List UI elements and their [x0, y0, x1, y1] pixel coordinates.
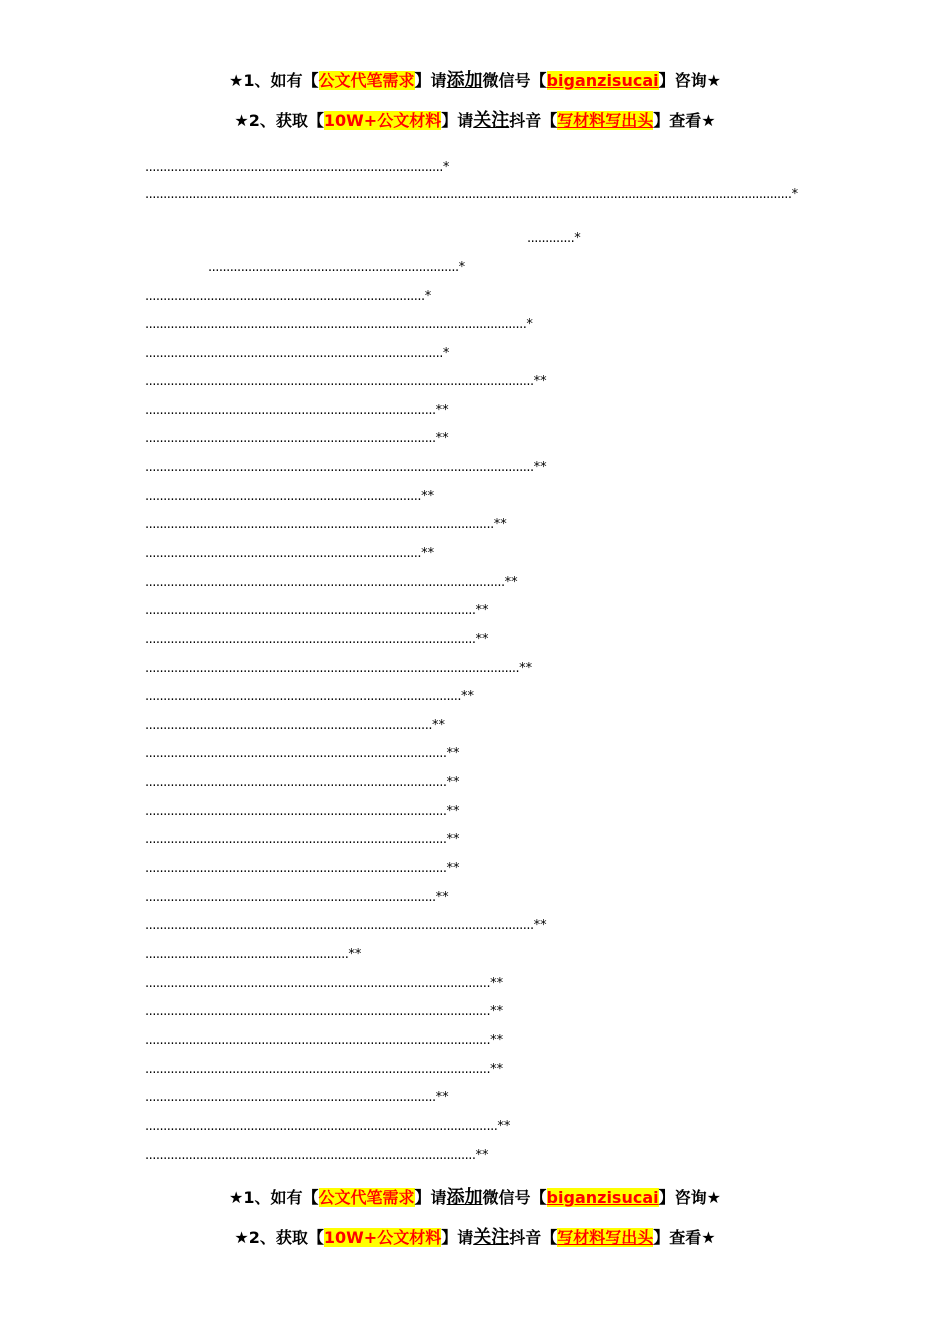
banner-text: ★2、获取【: [234, 1228, 324, 1247]
toc-entry: [145, 718, 445, 734]
banner-text: 】咨询★: [658, 71, 721, 90]
underlined-word: 添加: [446, 70, 483, 91]
toc-entry: [208, 260, 465, 276]
page-mark: **: [421, 488, 435, 504]
banner-text: 】请: [414, 71, 447, 90]
page-mark: **: [475, 1147, 489, 1163]
highlight-materials: 10W+公文材料: [323, 1228, 442, 1247]
dot-leader: ...........................................................................................: [145, 1147, 476, 1163]
page-mark: *: [791, 187, 799, 202]
page-mark: **: [421, 545, 435, 561]
page-mark: *: [574, 231, 581, 246]
toc-entry: [145, 832, 459, 848]
page-mark: **: [493, 517, 507, 533]
dot-leader: ...............................................................................................: [145, 1004, 491, 1020]
dot-leader: ............................................................................: [145, 545, 422, 561]
bottom-banner-line-1: [0, 1187, 950, 1209]
toc-entry: [145, 861, 459, 877]
toc-entry: [145, 546, 434, 562]
page-mark: **: [533, 918, 547, 934]
dot-leader: .............................................................................: [145, 289, 425, 304]
page-mark: *: [458, 260, 466, 275]
dot-leader: ..................................................................................................................................................................................: [145, 187, 792, 202]
banner-text: 微信号【: [482, 71, 547, 90]
toc-entry: [145, 1004, 503, 1020]
dot-leader: ................................................................................: [145, 402, 436, 418]
page-mark: **: [490, 1061, 504, 1077]
toc-entry: [145, 187, 798, 203]
toc-entry: [145, 976, 503, 992]
banner-text: 抖音【: [509, 111, 558, 130]
dot-leader: ...............................................................................................: [145, 1061, 491, 1077]
page-mark: **: [497, 1118, 511, 1134]
page-mark: **: [348, 947, 362, 962]
page-mark: **: [431, 717, 445, 733]
dot-leader: ...........................................................................................: [145, 631, 476, 647]
dot-leader: .................................................................................................: [145, 1118, 498, 1134]
page-mark: *: [424, 289, 432, 304]
page-mark: **: [490, 1004, 504, 1020]
dot-leader: ...........................................................................................................: [145, 918, 534, 934]
banner-text: ★2、获取【: [234, 111, 324, 130]
highlight-douyin-id: 写材料写出头: [557, 111, 654, 130]
toc-entry: [145, 460, 547, 476]
toc-entry: [145, 374, 547, 390]
underlined-word: 添加: [446, 1187, 483, 1208]
dot-leader: ..................................................................................: [145, 346, 443, 361]
page-mark: **: [446, 746, 460, 762]
toc-entry: [145, 775, 459, 791]
banner-text: 抖音【: [509, 1228, 558, 1247]
dot-leader: ...................................................................................: [145, 746, 447, 762]
banner-text: 】请: [441, 1228, 474, 1247]
highlight-wechat-id: biganzisucai: [546, 71, 659, 90]
toc-entry: [145, 403, 449, 419]
page-mark: **: [446, 861, 460, 877]
toc-entry: [145, 1090, 449, 1106]
toc-entry: [145, 1033, 503, 1049]
banner-text: 】查看★: [653, 111, 716, 130]
dot-leader: ...................................................................................: [145, 832, 447, 848]
dot-leader: ...........................................................................................................: [145, 459, 534, 475]
highlight-service: 公文代笔需求: [318, 71, 415, 90]
page-mark: *: [442, 160, 450, 175]
toc-entry: [145, 661, 532, 677]
page-mark: **: [435, 402, 449, 418]
toc-entry: [145, 431, 449, 447]
toc-entry: [145, 1119, 510, 1135]
dot-leader: ...........................................................................................................: [145, 374, 534, 389]
dot-leader: ...............................................................................................: [145, 975, 491, 991]
dot-leader: .............: [527, 231, 575, 246]
toc-entry: [145, 804, 459, 820]
page-mark: **: [446, 832, 460, 848]
dot-leader: ...................................................................................: [145, 803, 447, 819]
dot-leader: .....................................................................: [208, 260, 459, 275]
toc-entry: [145, 346, 449, 362]
underlined-word: 关注: [473, 110, 510, 131]
toc-entry: [145, 947, 361, 963]
page-mark: **: [490, 975, 504, 991]
page-mark: **: [475, 631, 489, 647]
toc-entry: [145, 689, 474, 705]
dot-leader: ...................................................................................: [145, 861, 447, 877]
page-mark: **: [435, 431, 449, 447]
highlight-wechat-id: biganzisucai: [546, 1188, 659, 1207]
dot-leader: ................................................................................................: [145, 517, 494, 533]
bottom-banner-line-2: [0, 1227, 950, 1249]
dot-leader: .........................................................................................................: [145, 317, 527, 332]
highlight-materials: 10W+公文材料: [323, 111, 442, 130]
toc-entry: [145, 160, 449, 176]
dot-leader: ...............................................................................: [145, 717, 432, 733]
page-mark: **: [533, 374, 547, 389]
toc-entry: [527, 231, 581, 247]
toc-entry: [145, 918, 547, 934]
toc-entry: [145, 489, 434, 505]
toc-entry: [145, 1148, 489, 1164]
dot-leader: ...........................................................................................: [145, 603, 476, 619]
toc-entry: [145, 632, 489, 648]
toc-entry: [145, 317, 533, 333]
banner-text: 】请: [441, 111, 474, 130]
dot-leader: ................................................................................: [145, 431, 436, 447]
toc-entry: [145, 517, 507, 533]
dot-leader: ..................................................................................: [145, 160, 443, 175]
dot-leader: .......................................................................................: [145, 689, 462, 705]
toc-entry: [145, 289, 431, 305]
page-mark: **: [435, 1090, 449, 1106]
highlight-douyin-id: 写材料写出头: [557, 1228, 654, 1247]
page-mark: **: [446, 775, 460, 791]
page-mark: *: [526, 317, 533, 332]
dot-leader: ...............................................................................................: [145, 1032, 491, 1048]
toc-entry: [145, 1062, 503, 1078]
banner-text: 】查看★: [653, 1228, 716, 1247]
banner-text: 】咨询★: [658, 1188, 721, 1207]
page-mark: **: [533, 459, 547, 475]
dot-leader: ................................................................................: [145, 1090, 436, 1106]
page-mark: **: [504, 574, 518, 590]
page-mark: **: [446, 803, 460, 819]
page-mark: **: [519, 660, 533, 676]
toc-entry: [145, 746, 459, 762]
page-mark: **: [461, 689, 475, 705]
banner-text: 微信号【: [482, 1188, 547, 1207]
dot-leader: ........................................................: [145, 947, 349, 962]
toc-entry: [145, 603, 489, 619]
dot-leader: ...................................................................................: [145, 775, 447, 791]
toc-entry: [145, 575, 518, 591]
toc-entry: [145, 890, 449, 906]
banner-text: ★1、如有【: [229, 1188, 319, 1207]
banner-text: 】请: [414, 1188, 447, 1207]
dot-leader: ...................................................................................................: [145, 574, 505, 590]
dot-leader: ................................................................................: [145, 889, 436, 905]
page-mark: **: [435, 889, 449, 905]
highlight-service: 公文代笔需求: [318, 1188, 415, 1207]
dot-leader: .......................................................................................................: [145, 660, 520, 676]
underlined-word: 关注: [473, 1227, 510, 1248]
page-mark: *: [442, 346, 450, 361]
dot-leader: ............................................................................: [145, 488, 422, 504]
banner-text: ★1、如有【: [229, 71, 319, 90]
page-mark: **: [490, 1032, 504, 1048]
page-mark: **: [475, 603, 489, 619]
